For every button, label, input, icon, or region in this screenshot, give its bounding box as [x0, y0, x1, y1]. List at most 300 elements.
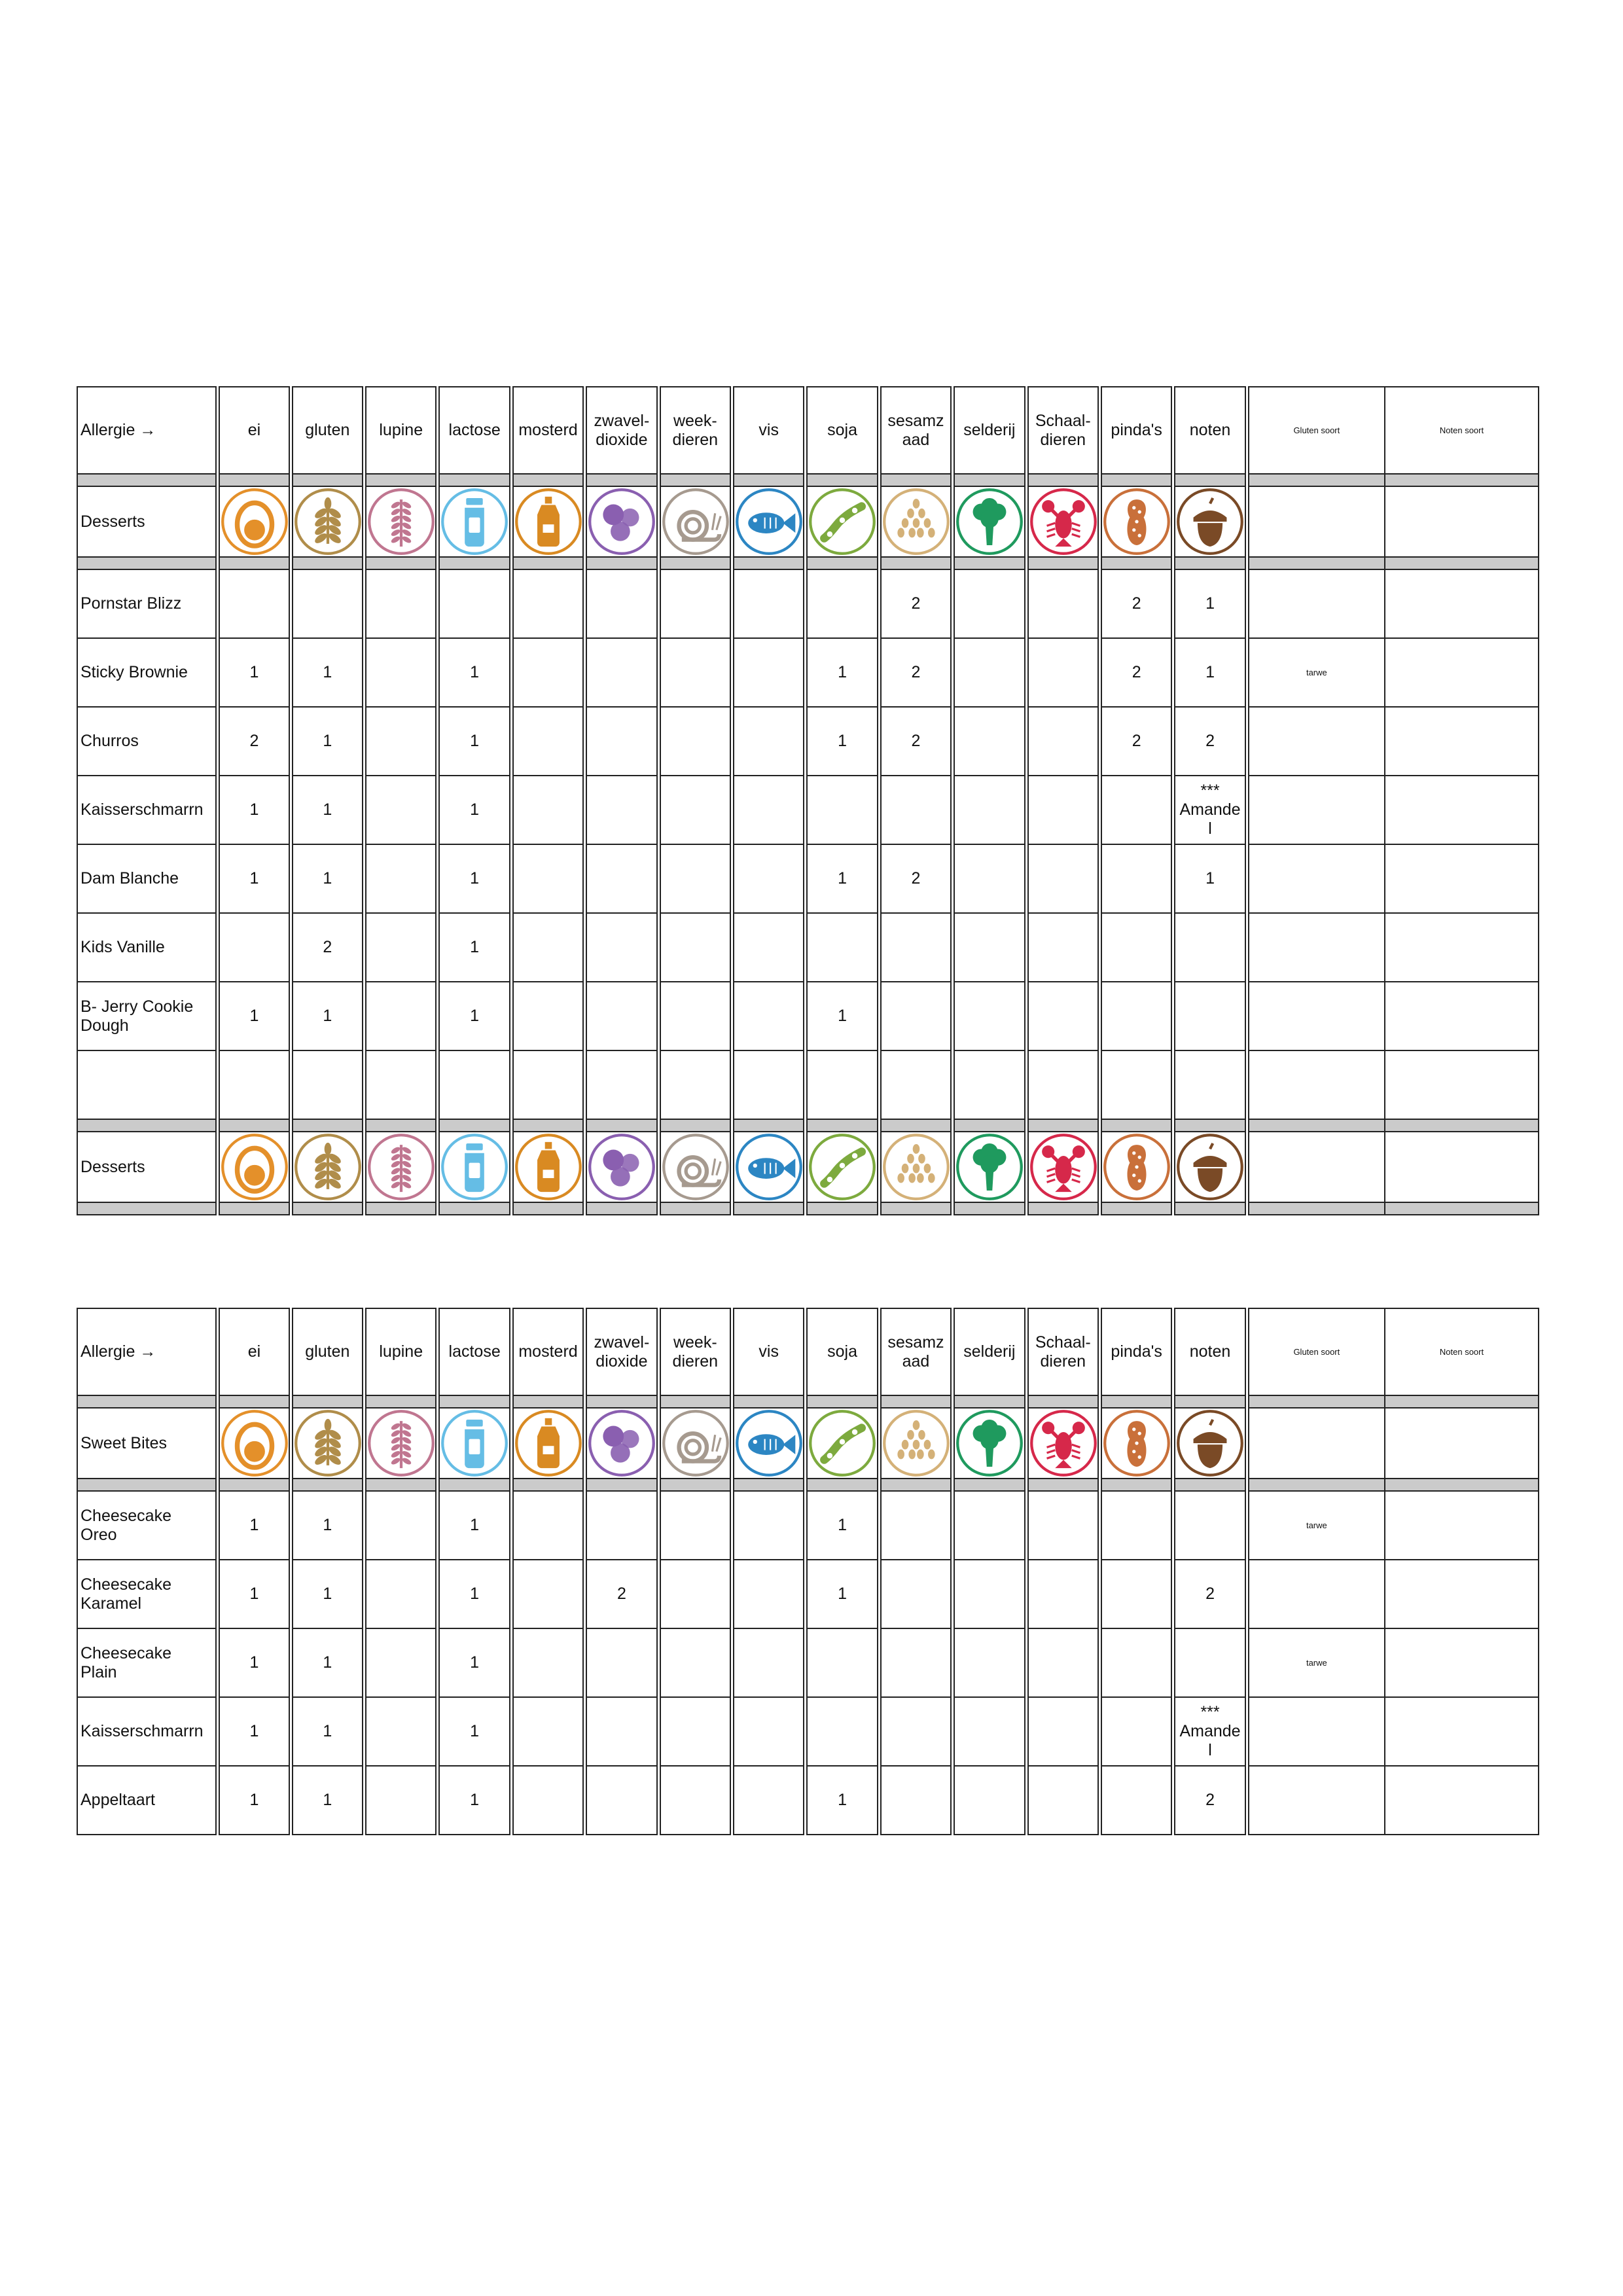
cell-sesam: 2 — [879, 569, 952, 638]
cell-zwavel — [585, 1766, 658, 1835]
section-title: Desserts — [77, 486, 218, 557]
cell-noten: 2 — [1173, 1560, 1247, 1628]
cell-mosterd — [511, 569, 584, 638]
dessert-name: Dam Blanche — [77, 844, 218, 913]
cell-selderij — [953, 776, 1026, 844]
table-row — [77, 1697, 1539, 1766]
dessert-name: Appeltaart — [77, 1766, 218, 1835]
mustard-icon — [514, 1132, 583, 1202]
dessert-name: Sticky Brownie — [77, 638, 218, 707]
cell-pinda — [1099, 1697, 1173, 1766]
cell-ei — [218, 1050, 291, 1119]
table-row — [77, 707, 1539, 776]
cell-ei: 1 — [218, 1697, 291, 1766]
cell-zwavel — [585, 844, 658, 913]
allergen-icon-cell-sesam — [879, 486, 952, 557]
cell-selderij — [953, 1628, 1026, 1697]
column-header-soja: soja — [806, 1308, 879, 1395]
allergen-icon-cell-schaal — [1026, 1132, 1099, 1202]
cell-soja: 1 — [806, 844, 879, 913]
cell-gluten — [291, 569, 364, 638]
table-row — [77, 776, 1539, 844]
column-header-selderij: selderij — [953, 1308, 1026, 1395]
cell-soja: 1 — [806, 1491, 879, 1560]
noten-soort-cell — [1385, 844, 1539, 913]
cell-soja: 1 — [806, 707, 879, 776]
column-header-lactose: lactose — [438, 1308, 511, 1395]
cell-sesam — [879, 1560, 952, 1628]
cell-ei — [218, 569, 291, 638]
cell-sesam — [879, 1766, 952, 1835]
cell-gluten — [291, 1050, 364, 1119]
table-row — [77, 913, 1539, 982]
cell-selderij — [953, 913, 1026, 982]
allergen-icon-cell-sesam — [879, 1408, 952, 1479]
cell-selderij — [953, 1766, 1026, 1835]
allergen-icon-cell-pinda — [1099, 1132, 1173, 1202]
gluten-soort-cell — [1247, 569, 1385, 638]
cell-lupine — [365, 913, 438, 982]
peanut-icon — [1102, 487, 1171, 556]
cell-schaal — [1026, 1628, 1099, 1697]
cell-zwavel — [585, 1628, 658, 1697]
allergen-icon-cell-week — [658, 1408, 732, 1479]
egg-icon — [220, 1132, 289, 1202]
egg-icon — [220, 487, 289, 556]
cell-week — [658, 1766, 732, 1835]
celery-icon — [955, 1408, 1024, 1478]
cell-mosterd — [511, 1560, 584, 1628]
column-header-noten: noten — [1173, 387, 1247, 474]
allergie-header: Allergie → — [77, 387, 218, 474]
table-row — [77, 1050, 1539, 1119]
allergen-icon-cell-vis — [732, 486, 806, 557]
cell-vis — [732, 1766, 806, 1835]
cell-gluten: 1 — [291, 707, 364, 776]
cell-selderij — [953, 1697, 1026, 1766]
cell-zwavel: 2 — [585, 1560, 658, 1628]
cell-lupine — [365, 776, 438, 844]
column-header-vis: vis — [732, 1308, 806, 1395]
cell-vis — [732, 913, 806, 982]
gluten-soort-cell — [1247, 1560, 1385, 1628]
cell-lactose: 1 — [438, 1628, 511, 1697]
cell-schaal — [1026, 569, 1099, 638]
allergen-icon-cell-lupine — [365, 1408, 438, 1479]
cell-sesam — [879, 1628, 952, 1697]
cell-gluten: 1 — [291, 1491, 364, 1560]
cell-noten — [1173, 1628, 1247, 1697]
cell-selderij — [953, 982, 1026, 1050]
allergen-icon-cell-pinda — [1099, 486, 1173, 557]
cell-lupine — [365, 1050, 438, 1119]
cell-noten: 2 — [1173, 1766, 1247, 1835]
column-header-ei: ei — [218, 1308, 291, 1395]
column-header-pinda: pinda's — [1099, 1308, 1173, 1395]
cell-schaal — [1026, 638, 1099, 707]
cell-selderij — [953, 1050, 1026, 1119]
allergen-icon-cell-lactose — [438, 1132, 511, 1202]
allergen-icon-cell-sesam — [879, 1132, 952, 1202]
allergen-icon-cell-ei — [218, 1132, 291, 1202]
cell-soja: 1 — [806, 982, 879, 1050]
allergen-icon-cell-gluten — [291, 1132, 364, 1202]
noten-soort-cell — [1385, 1050, 1539, 1119]
cell-vis — [732, 638, 806, 707]
gluten-soort-cell — [1247, 1697, 1385, 1766]
mustard-icon — [514, 1408, 583, 1478]
allergen-icon-cell-ei — [218, 486, 291, 557]
cell-pinda — [1099, 1766, 1173, 1835]
cell-sesam — [879, 1697, 952, 1766]
gluten-soort-cell — [1247, 913, 1385, 982]
gluten-soort-cell — [1247, 1050, 1385, 1119]
section-title: Sweet Bites — [77, 1408, 218, 1479]
cell-mosterd — [511, 1628, 584, 1697]
cell-pinda — [1099, 1560, 1173, 1628]
table-row — [77, 1628, 1539, 1697]
cell-noten: 1 — [1173, 569, 1247, 638]
column-header-sesam: sesamz aad — [879, 1308, 952, 1395]
allergen-icon-cell-soja — [806, 1132, 879, 1202]
section-icon-row — [77, 486, 1539, 557]
milk-bottle-icon — [440, 1132, 509, 1202]
wheat-icon — [293, 487, 363, 556]
cell-lupine — [365, 844, 438, 913]
cell-mosterd — [511, 913, 584, 982]
table-row — [77, 1560, 1539, 1628]
separator-row — [77, 474, 1539, 486]
cell-zwavel — [585, 1697, 658, 1766]
allergen-icon-cell-lactose — [438, 1408, 511, 1479]
dessert-name: Kids Vanille — [77, 913, 218, 982]
cell-pinda — [1099, 982, 1173, 1050]
table-row — [77, 1491, 1539, 1560]
cell-pinda — [1099, 1491, 1173, 1560]
gluten-soort-cell — [1247, 776, 1385, 844]
dessert-name: B- Jerry Cookie Dough — [77, 982, 218, 1050]
cell-pinda — [1099, 844, 1173, 913]
cell-sesam: 2 — [879, 844, 952, 913]
cell-vis — [732, 1491, 806, 1560]
allergen-icon-cell-selderij — [953, 1408, 1026, 1479]
cell-gluten: 1 — [291, 638, 364, 707]
cell-ei: 1 — [218, 776, 291, 844]
column-header-mosterd: mosterd — [511, 387, 584, 474]
cell-soja: 1 — [806, 1766, 879, 1835]
cell-lactose: 1 — [438, 1766, 511, 1835]
cell-gluten: 1 — [291, 844, 364, 913]
cell-noten — [1173, 982, 1247, 1050]
cell-mosterd — [511, 982, 584, 1050]
dessert-name: Churros — [77, 707, 218, 776]
cell-vis — [732, 707, 806, 776]
cell-mosterd — [511, 776, 584, 844]
separator-row — [77, 557, 1539, 569]
cell-lactose: 1 — [438, 913, 511, 982]
mustard-icon — [514, 487, 583, 556]
cell-lupine — [365, 1628, 438, 1697]
celery-icon — [955, 487, 1024, 556]
peanut-icon — [1102, 1132, 1171, 1202]
allergie-header: Allergie → — [77, 1308, 218, 1395]
celery-icon — [955, 1132, 1024, 1202]
separator-row — [77, 1395, 1539, 1408]
sesame-icon — [882, 487, 951, 556]
cell-ei — [218, 913, 291, 982]
column-header-ei: ei — [218, 387, 291, 474]
lobster-icon — [1029, 487, 1098, 556]
wheat-icon — [293, 1132, 363, 1202]
cell-lupine — [365, 1560, 438, 1628]
allergen-icon-cell-mosterd — [511, 486, 584, 557]
cell-sesam — [879, 1491, 952, 1560]
cell-lupine — [365, 982, 438, 1050]
dessert-name: Cheesecake Oreo — [77, 1491, 218, 1560]
cell-gluten: 1 — [291, 1766, 364, 1835]
cell-schaal — [1026, 913, 1099, 982]
gluten-soort-cell — [1247, 844, 1385, 913]
table-row — [77, 1766, 1539, 1835]
cell-sesam: 2 — [879, 638, 952, 707]
snail-icon — [661, 1132, 730, 1202]
cell-mosterd — [511, 1697, 584, 1766]
noten-soort-cell — [1385, 1491, 1539, 1560]
gluten-soort-cell — [1247, 982, 1385, 1050]
cell-ei: 1 — [218, 1560, 291, 1628]
cell-mosterd — [511, 638, 584, 707]
cell-schaal — [1026, 1697, 1099, 1766]
allergen-icon-cell-noten — [1173, 1408, 1247, 1479]
cell-selderij — [953, 569, 1026, 638]
dessert-name: Cheesecake Karamel — [77, 1560, 218, 1628]
noten-soort-cell — [1385, 569, 1539, 638]
cell-lactose: 1 — [438, 1697, 511, 1766]
cell-soja — [806, 913, 879, 982]
cell-lupine — [365, 569, 438, 638]
allergen-icon-cell-week — [658, 1132, 732, 1202]
gluten-soort-cell: tarwe — [1247, 1491, 1385, 1560]
allergen-icon-cell-week — [658, 486, 732, 557]
column-header-zwavel: zwavel- dioxide — [585, 1308, 658, 1395]
cell-selderij — [953, 707, 1026, 776]
column-header-pinda: pinda's — [1099, 387, 1173, 474]
allergen-table-sweet-bites — [77, 1308, 1539, 1835]
allergen-icon-cell-zwavel — [585, 1132, 658, 1202]
column-header-schaal: Schaal- dieren — [1026, 1308, 1099, 1395]
allergen-icon-cell-mosterd — [511, 1408, 584, 1479]
allergen-icon-cell-noten — [1173, 1132, 1247, 1202]
column-header-schaal: Schaal- dieren — [1026, 387, 1099, 474]
cell-week — [658, 569, 732, 638]
cell-ei: 1 — [218, 1628, 291, 1697]
noten-soort-header: Noten soort — [1385, 1308, 1539, 1395]
column-header-lupine: lupine — [365, 387, 438, 474]
cell-sesam — [879, 1050, 952, 1119]
cell-week — [658, 776, 732, 844]
cell-pinda — [1099, 776, 1173, 844]
cell-lactose: 1 — [438, 982, 511, 1050]
cell-noten — [1173, 1491, 1247, 1560]
cell-soja — [806, 1050, 879, 1119]
cell-vis — [732, 982, 806, 1050]
cell-week — [658, 1628, 732, 1697]
table-row — [77, 569, 1539, 638]
cell-noten: 1 — [1173, 638, 1247, 707]
table-row — [77, 982, 1539, 1050]
cell-schaal — [1026, 1491, 1099, 1560]
allergen-icon-cell-lactose — [438, 486, 511, 557]
cell-soja: 1 — [806, 638, 879, 707]
dessert-name: Kaisserschmarrn — [77, 1697, 218, 1766]
cell-zwavel — [585, 638, 658, 707]
cell-lupine — [365, 638, 438, 707]
acorn-icon — [1175, 1408, 1245, 1478]
header-row — [77, 387, 1539, 474]
cell-week — [658, 1560, 732, 1628]
acorn-icon — [1175, 1132, 1245, 1202]
egg-icon — [220, 1408, 289, 1478]
cell-sesam — [879, 776, 952, 844]
cell-schaal — [1026, 1766, 1099, 1835]
allergen-icon-cell-vis — [732, 1408, 806, 1479]
sulphite-icon — [587, 1408, 656, 1478]
lupine-icon — [366, 1132, 436, 1202]
column-header-gluten: gluten — [291, 1308, 364, 1395]
cell-lupine — [365, 1766, 438, 1835]
column-header-zwavel: zwavel- dioxide — [585, 387, 658, 474]
cell-vis — [732, 776, 806, 844]
cell-week — [658, 844, 732, 913]
cell-zwavel — [585, 707, 658, 776]
cell-lactose: 1 — [438, 1560, 511, 1628]
cell-soja — [806, 1697, 879, 1766]
separator-row — [77, 1479, 1539, 1491]
cell-lupine — [365, 1491, 438, 1560]
peanut-icon — [1102, 1408, 1171, 1478]
cell-ei: 1 — [218, 844, 291, 913]
allergen-icon-cell-gluten — [291, 1408, 364, 1479]
cell-schaal — [1026, 844, 1099, 913]
cell-pinda: 2 — [1099, 638, 1173, 707]
snail-icon — [661, 487, 730, 556]
noten-soort-cell — [1385, 982, 1539, 1050]
cell-mosterd — [511, 1050, 584, 1119]
cell-lactose: 1 — [438, 776, 511, 844]
cell-vis — [732, 1697, 806, 1766]
cell-schaal — [1026, 1560, 1099, 1628]
separator-row — [77, 1119, 1539, 1132]
cell-soja — [806, 776, 879, 844]
allergen-icon-cell-pinda — [1099, 1408, 1173, 1479]
cell-ei: 1 — [218, 638, 291, 707]
acorn-icon — [1175, 487, 1245, 556]
allergen-icon-cell-zwavel — [585, 1408, 658, 1479]
section-icon-row — [77, 1408, 1539, 1479]
fish-icon — [734, 1408, 804, 1478]
allergen-icon-cell-soja — [806, 486, 879, 557]
fish-icon — [734, 1132, 804, 1202]
cell-soja — [806, 1628, 879, 1697]
cell-week — [658, 1050, 732, 1119]
column-header-gluten: gluten — [291, 387, 364, 474]
cell-vis — [732, 844, 806, 913]
cell-week — [658, 1491, 732, 1560]
fish-icon — [734, 487, 804, 556]
separator-row — [77, 1202, 1539, 1215]
noten-soort-cell — [1385, 638, 1539, 707]
lobster-icon — [1029, 1408, 1098, 1478]
cell-gluten: 1 — [291, 982, 364, 1050]
column-header-mosterd: mosterd — [511, 1308, 584, 1395]
milk-bottle-icon — [440, 1408, 509, 1478]
allergen-icon-cell-schaal — [1026, 486, 1099, 557]
cell-pinda — [1099, 1050, 1173, 1119]
cell-pinda: 2 — [1099, 569, 1173, 638]
allergen-icon-cell-noten — [1173, 486, 1247, 557]
cell-mosterd — [511, 844, 584, 913]
cell-noten: 2 — [1173, 707, 1247, 776]
gluten-soort-cell — [1247, 707, 1385, 776]
sulphite-icon — [587, 1132, 656, 1202]
cell-week — [658, 913, 732, 982]
allergen-icon-cell-soja — [806, 1408, 879, 1479]
lupine-icon — [366, 487, 436, 556]
column-header-noten: noten — [1173, 1308, 1247, 1395]
allergen-table-desserts — [77, 386, 1539, 1215]
allergen-icon-cell-gluten — [291, 486, 364, 557]
cell-gluten: 1 — [291, 1560, 364, 1628]
gluten-soort-header: Gluten soort — [1247, 1308, 1385, 1395]
cell-zwavel — [585, 982, 658, 1050]
allergen-icon-cell-schaal — [1026, 1408, 1099, 1479]
dessert-name: Cheesecake Plain — [77, 1628, 218, 1697]
noten-soort-cell — [1385, 1628, 1539, 1697]
cell-lactose: 1 — [438, 707, 511, 776]
milk-bottle-icon — [440, 487, 509, 556]
cell-zwavel — [585, 913, 658, 982]
cell-schaal — [1026, 1050, 1099, 1119]
allergen-icon-cell-selderij — [953, 486, 1026, 557]
allergen-icon-cell-vis — [732, 1132, 806, 1202]
cell-noten: 1 — [1173, 844, 1247, 913]
cell-lactose: 1 — [438, 638, 511, 707]
column-header-lupine: lupine — [365, 1308, 438, 1395]
noten-soort-cell — [1385, 1766, 1539, 1835]
gluten-soort-header: Gluten soort — [1247, 387, 1385, 474]
column-header-week: week- dieren — [658, 1308, 732, 1395]
cell-vis — [732, 569, 806, 638]
noten-soort-cell — [1385, 776, 1539, 844]
allergen-icon-cell-ei — [218, 1408, 291, 1479]
wheat-icon — [293, 1408, 363, 1478]
gluten-soort-cell — [1247, 1766, 1385, 1835]
cell-week — [658, 1697, 732, 1766]
sesame-icon — [882, 1408, 951, 1478]
cell-ei: 1 — [218, 1766, 291, 1835]
dessert-name: Pornstar Blizz — [77, 569, 218, 638]
noten-soort-header: Noten soort — [1385, 387, 1539, 474]
soy-icon — [808, 487, 877, 556]
allergen-icon-cell-zwavel — [585, 486, 658, 557]
cell-schaal — [1026, 982, 1099, 1050]
noten-soort-cell — [1385, 1697, 1539, 1766]
soy-icon — [808, 1132, 877, 1202]
cell-lupine — [365, 707, 438, 776]
noten-soort-cell — [1385, 1560, 1539, 1628]
table-row — [77, 638, 1539, 707]
section-title: Desserts — [77, 1132, 218, 1202]
